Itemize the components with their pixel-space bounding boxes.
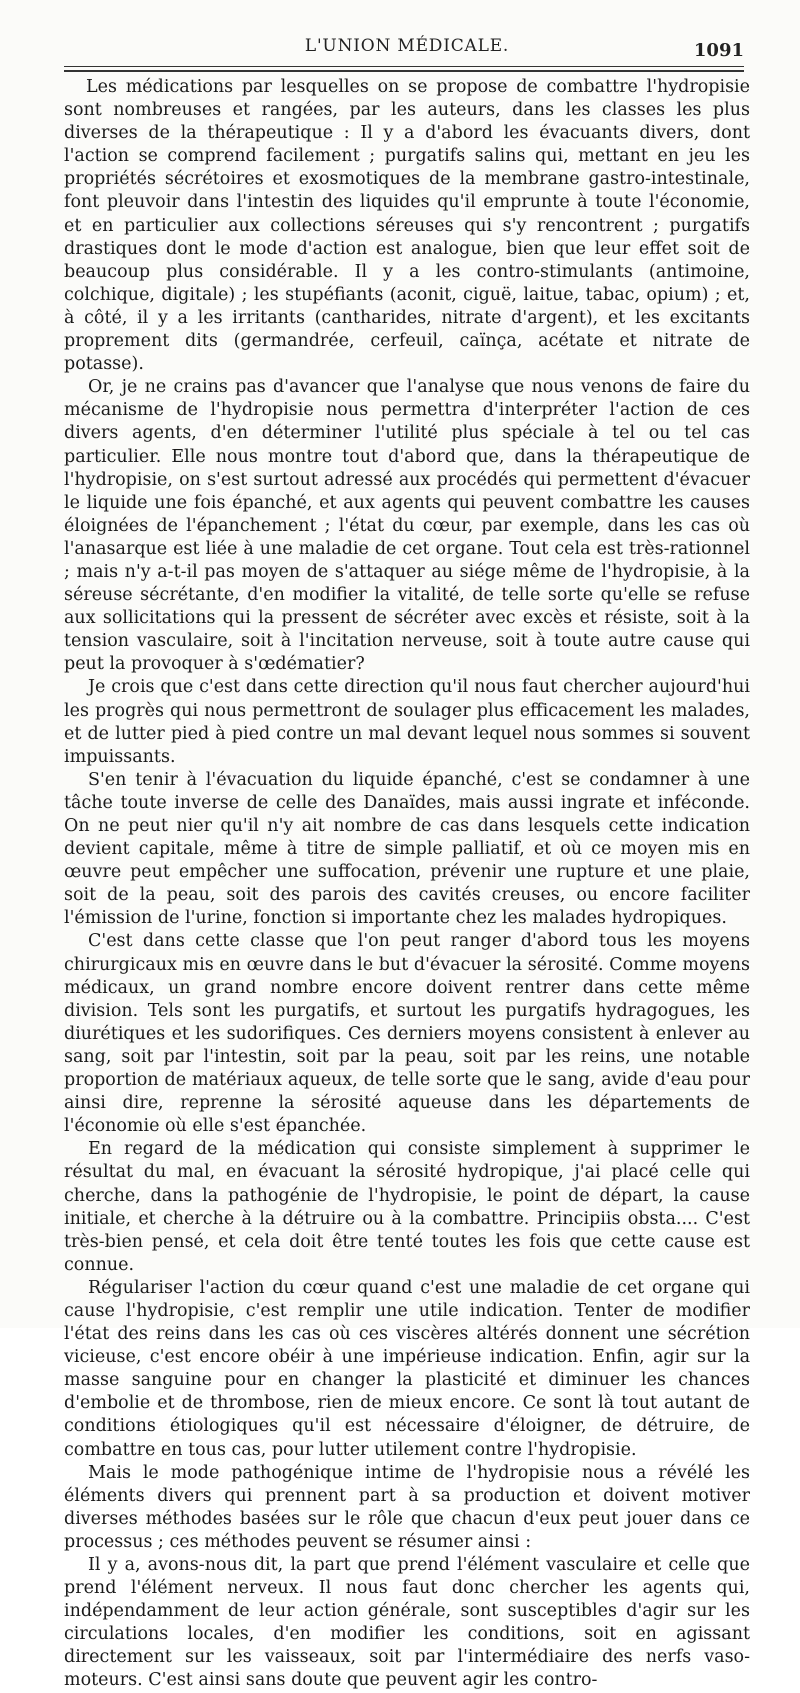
paragraph-analysis: Or, je ne crains pas d'avancer que l'analyse que nous venons de faire du mécanisme de l'hydropisie nous permettra d'interpréter l'action de ces divers agents, d'en déterminer l'utilité plus spéciale à tel ou tel cas particulier. Elle nous montre tout d'abord que, dans la thérapeutique de l'hydropisie, on s'est surtout adressé aux procédés qui permettent d'évacuer le liquide une fois épanché, et aux agents qui peuvent combattre les causes éloignées de l'épanchement ; l'état du cœur, par exemple, dans les cas où l'anasarque est liée à une maladie de cet organe. Tout cela est très-rationnel ; mais n'y a-t-il pas moyen de s'attaquer au siége même de l'hydropisie, à la séreuse sécrétante, d'en modifier la vitalité, de telle sorte qu'elle se refuse aux sollicitations qui la pressent de sécréter avec excès et résiste, soit à la tension vasculaire, soit à l'incitation nerveuse, soit à toute autre cause qui peut la provoquer à s'œdématier? xyxy=(64,377,750,675)
paragraph-surgical-means: C'est dans cette classe que l'on peut ranger d'abord tous les moyens chirurgicaux mis en œuvre dans le but d'évacuer la sérosité. Comme moyens médicaux, un grand nombre encore doivent rentrer dans cette même division. Tels sont les purgatifs, et surtout les purgatifs hydragogues, les diurétiques et les sudorifiques. Ces derniers moyens consistent à enlever au sang, soit par l'intestin, soit par la peau, soit par les reins, une notable proportion de matériaux aqueux, de telle sorte que le sang, avide d'eau pour ainsi dire, reprenne la sérosité aqueuse dans les départements de l'économie où elle s'est épanchée. xyxy=(64,931,750,1137)
paragraph-evacuation: S'en tenir à l'évacuation du liquide épanché, c'est se condamner à une tâche toute inverse de celle des Danaïdes, mais aussi ingrate et inféconde. On ne peut nier qu'il n'y ait nombre de cas dans lesquels cette indication devient capitale, même à titre de simple palliatif, et où ce moyen mis en œuvre peut empêcher une suffocation, prévenir une rupture et une plaie, soit de la peau, soit des parois des cavités creuses, ou encore faciliter l'émission de l'urine, fonction si importante chez les malades hydropiques. xyxy=(64,769,750,929)
page-header xyxy=(64,32,750,64)
paragraph-pathogeny: En regard de la médication qui consiste simplement à supprimer le résultat du mal, en évacuant la sérosité hydropique, j'ai placé celle qui cherche, dans la pathogénie de l'hydropisie, le point de départ, la cause initiale, et cherche à la détruire ou à la combattre. Principiis obsta.... C'est très-bien pensé, et cela doit être tenté toutes les fois que cette cause est connue. xyxy=(64,1139,750,1275)
paragraph-vascular-nervous: Il y a, avons-nous dit, la part que prend l'élément vasculaire et celle que prend l'élément nerveux. Il nous faut donc chercher les agents qui, indépendamment de leur action générale, sont susceptibles d'agir sur les circulations locales, d'en modifier les conditions, soit en agissant directement sur les vaisseaux, soit par l'intermédiaire des nerfs vaso-moteurs. C'est ainsi sans doute que peuvent agir les contro- xyxy=(64,1555,750,1691)
paragraph-regulate-heart: Régulariser l'action du cœur quand c'est une maladie de cet organe qui cause l'hydropisie, c'est remplir une utile indication. Tenter de modifier l'état des reins dans les cas où ces viscères altérés donnent une sécrétion vicieuse, c'est encore obéir à une impérieuse indication. Enfin, agir sur la masse sanguine pour en changer la plasticité et diminuer les chances d'embolie et de thrombose, rien de mieux encore. Ce sont là tout autant de conditions étiologiques qu'il est nécessaire d'éloigner, de détruire, de combattre en tous cas, pour lutter utilement contre l'hydropisie. xyxy=(64,1277,750,1460)
header-rule-thin xyxy=(64,66,744,67)
header-rule-thick xyxy=(64,70,744,72)
article-body xyxy=(64,76,750,1691)
paragraph-medications: Les médications par lesquelles on se propose de combattre l'hydropisie sont nombreuses et rangées, par les auteurs, dans les classes les plus diverses de la thérapeutique : Il y a d'abord les évacuants divers, dont l'action se comprend facilement ; purgatifs salins qui, mettant en jeu les propriétés sécrétoires et exosmotiques de la membrane gastro-intestinale, font pleuvoir dans l'intestin des liquides qu'il emprunte à toute l'économie, et en particulier aux collections séreuses qui s'y rencontrent ; purgatifs drastiques dont le mode d'action est analogue, bien que leur effet soit de beaucoup plus considérable. Il y a les contro-stimulants (antimoine, colchique, digitale) ; les stupéfiants (aconit, ciguë, laitue, tabac, opium) ; et, à côté, il y a les irritants (cantharides, nitrate d'argent), et les excitants proprement dits (germandrée, cerfeuil, caïnça, acétate et nitrate de potasse). xyxy=(64,77,750,375)
running-title: L'UNION MÉDICALE. xyxy=(304,36,510,56)
paragraph-direction: Je crois que c'est dans cette direction qu'il nous faut chercher aujourd'hui les progrès qui nous permettront de soulager plus efficacement les malades, et de lutter pied à pied contre un mal devant lequel nous sommes si souvent impuissants. xyxy=(64,677,750,767)
page-number: 1091 xyxy=(693,40,744,61)
paragraph-mode-pathogenique: Mais le mode pathogénique intime de l'hydropisie nous a révélé les éléments divers qui prennent part à sa production et doivent motiver diverses méthodes basées sur le rôle que chacun d'eux peut jouer dans ce processus ; ces méthodes peuvent se résumer ainsi : xyxy=(64,1462,750,1552)
